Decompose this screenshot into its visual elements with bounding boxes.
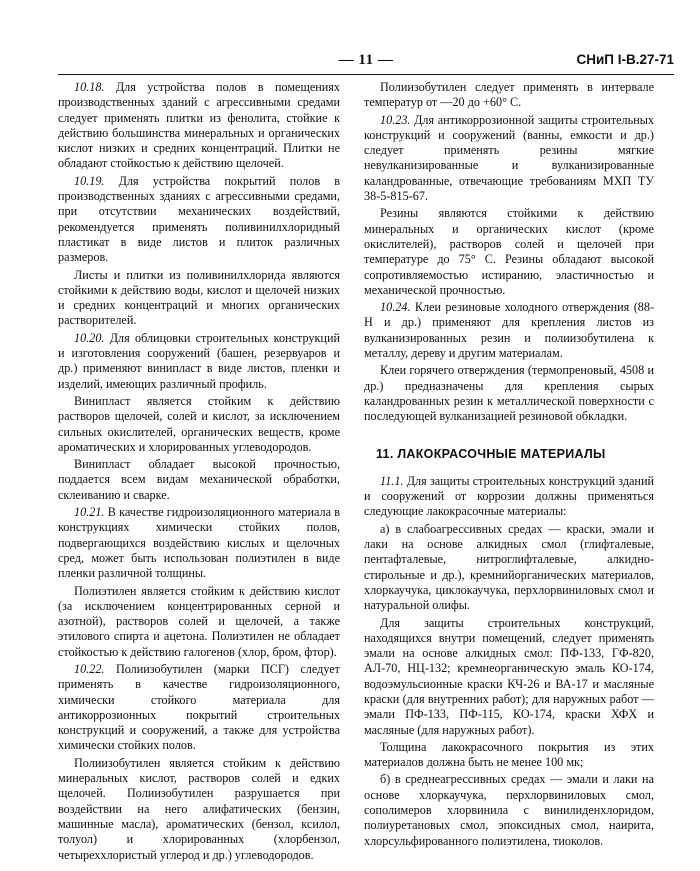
paragraph	[364, 616, 654, 738]
paragraph-text: Клеи резиновые холодного отверждения (88-Н и др.) применяют для крепления листов из вулканизированных резин и полиизобутилена к металлу, дереву и другим материалам.	[364, 300, 654, 361]
paragraph	[58, 662, 340, 754]
paragraph	[58, 457, 340, 503]
paragraph	[58, 505, 340, 581]
paragraph	[58, 174, 340, 266]
paragraph	[58, 394, 340, 455]
paragraph-text: Полиизобутилен следует применять в интервале температур от —20 до +60° С.	[364, 80, 654, 110]
paragraph-text: Полиэтилен является стойким к действию кислот (за исключением концентрированных серной и азотной), растворов солей и щелочей, а также этилового спирта и ацетона. Полиэтилен не обладает стойкостью к действию галогенов (хлор, бром, фтор).	[58, 583, 340, 659]
clause-number: 11.1.	[380, 473, 404, 488]
paragraph	[364, 113, 654, 205]
paragraph-text: Для устройства покрытий полов в производственных зданиях с агрессивными средами, при отсутствии механических воздействий, рекомендуется применять поливинилхлоридный пластикат в виде листов и плиток различных размеров.	[58, 173, 340, 265]
paragraph-text: б) в среднеагрессивных средах — эмали и лаки на основе хлоркаучука, перхлорвиниловых смол, сополимеров хлорвинила с винилиденхлоридом, полиуретановых смол, эпоксидных смол, наирита, хлорсульфированного полиэтилена, тиоколов.	[364, 772, 654, 848]
clause-number: 10.18.	[74, 80, 105, 94]
paragraph-text: а) в слабоагрессивных средах — краски, эмали и лаки на основе алкидных смол (глифталевые, пентафталевые, нитроглифталевые, алкидно-стирольные и др.), кремнийорганических материалов, хлоркаучука, циклокаучука, перхлорвиниловых смол и натуральной олифы.	[364, 521, 654, 613]
clause-number: 10.24.	[380, 300, 411, 315]
paragraph-text: Винипласт обладает высокой прочностью, поддается всем видам механической обработки, склеиванию и сварке.	[58, 457, 340, 502]
left-column	[58, 80, 340, 865]
paragraph-text: Полиизобутилен (марки ПСГ) следует применять в качестве гидроизоляционного, химически стойкого материала для антикоррозионных покрытий строительных конструкций и сооружений, а также для устройства химически стойких полов.	[58, 661, 340, 753]
paragraph	[364, 740, 654, 771]
paragraph	[58, 268, 340, 329]
paragraph-text: Для облицовки строительных конструкций и изготовления сооружений (башен, резервуаров и др.) применяют винипласт в виде листов, пленки и изделий, имеющих различный профиль.	[58, 330, 340, 391]
paragraph	[58, 331, 340, 392]
page-header	[58, 52, 674, 74]
header-rule	[58, 74, 674, 75]
paragraph	[364, 363, 654, 424]
clause-number: 10.19.	[74, 173, 105, 188]
page-number: — 11 —	[338, 52, 394, 68]
paragraph	[364, 474, 654, 520]
paragraph-text: Для защиты строительных конструкций, находящихся внутри помещений, следует применять эмали на основе алкидных смол: ПФ-133, ГФ-820, АЛ-70, НЦ-132; кремнеорганическую эмаль КО-174, водоэмульсионные краски КЧ-26 и ВА-17 и масляные краски (для внутренних работ); для наружных работ — эмали ПФ-133, ПФ-115, КО-174, краски ХФХ и масляные (для наружных работ).	[364, 615, 654, 737]
clause-number: 10.23.	[380, 112, 411, 127]
paragraph-text: В качестве гидроизоляционного материала в конструкциях химически стойких полов, подвергающихся воздействию кислых и щелочных сред, может быть использован полиэтилен в виде пленки различной толщины.	[58, 505, 341, 581]
paragraph-text: Резины являются стойкими к действию минеральных и органических кислот (кроме окислителей), растворов солей и щелочей при температуре до 75° С. Резины обладают высокой сопротивляемостью истиранию, эластичностью и механической прочностью.	[364, 206, 654, 297]
paragraph	[364, 772, 654, 848]
paragraph-text: Для защиты строительных конструкций зданий и сооружений от коррозии должны применяться следующие лакокрасочные материалы:	[364, 473, 654, 519]
paragraph	[364, 300, 654, 361]
paragraph-text: Клеи горячего отверждения (термопреновый, 4508 и др.) предназначены для крепления сырых каландрованных резин к металлической поверхности с последующей вулканизацией резиновой обкладки.	[364, 363, 654, 424]
paragraph	[364, 80, 654, 111]
paragraph	[58, 756, 340, 863]
document-code: СНиП I-В.27-71	[576, 52, 674, 67]
paragraph-text: Для устройства полов в помещениях производственных зданий с агрессивными средами следует применять плитки из фенолита, стойкие к действию большинства минеральных и органических кислот низких и средних концентраций. Плитки не обладают стойкостью к действию щелочей.	[58, 80, 340, 171]
paragraph-text: Винипласт является стойким к действию растворов щелочей, солей и кислот, за исключением сильных окислителей, органических веществ, кроме ароматических и хлорированных углеводородов.	[58, 393, 340, 454]
paragraph-text: Толщина лакокрасочного покрытия из этих материалов должна быть не менее 100 мк;	[364, 739, 654, 770]
clause-number: 10.21.	[74, 505, 105, 520]
paragraph	[58, 584, 340, 660]
right-column	[364, 80, 654, 851]
section-title: 11. ЛАКОКРАСОЧНЫЕ МАТЕРИАЛЫ	[376, 446, 606, 461]
clause-number: 10.20.	[74, 330, 105, 345]
paragraph	[58, 80, 340, 172]
paragraph	[364, 206, 654, 298]
paragraph	[364, 522, 654, 614]
clause-number: 10.22.	[74, 661, 105, 676]
paragraph-text: Для антикоррозионной защиты строительных конструкций и сооружений (ванны, емкости и др.) следует применять резины мягкие невулканизированные и вулканизированные каландрованные, отвечающие требованиям МХП ТУ 38-5-815-67.	[364, 112, 654, 204]
paragraph-text: Листы и плитки из поливинилхлорида являются стойкими к действию воды, кислот и щелочей низких и средних концентраций и многих органических растворителей.	[58, 267, 340, 328]
paragraph-text: Полиизобутилен является стойким к действию минеральных кислот, растворов солей и едких щелочей. Полиизобутилен разрушается при воздействии на него алифатических (бензин, машинные масла), ароматических (бензол, ксилол, толуол) и хлорированных (хлорбензол, четыреххлористый углерод и др.) углеводородов.	[58, 755, 340, 862]
